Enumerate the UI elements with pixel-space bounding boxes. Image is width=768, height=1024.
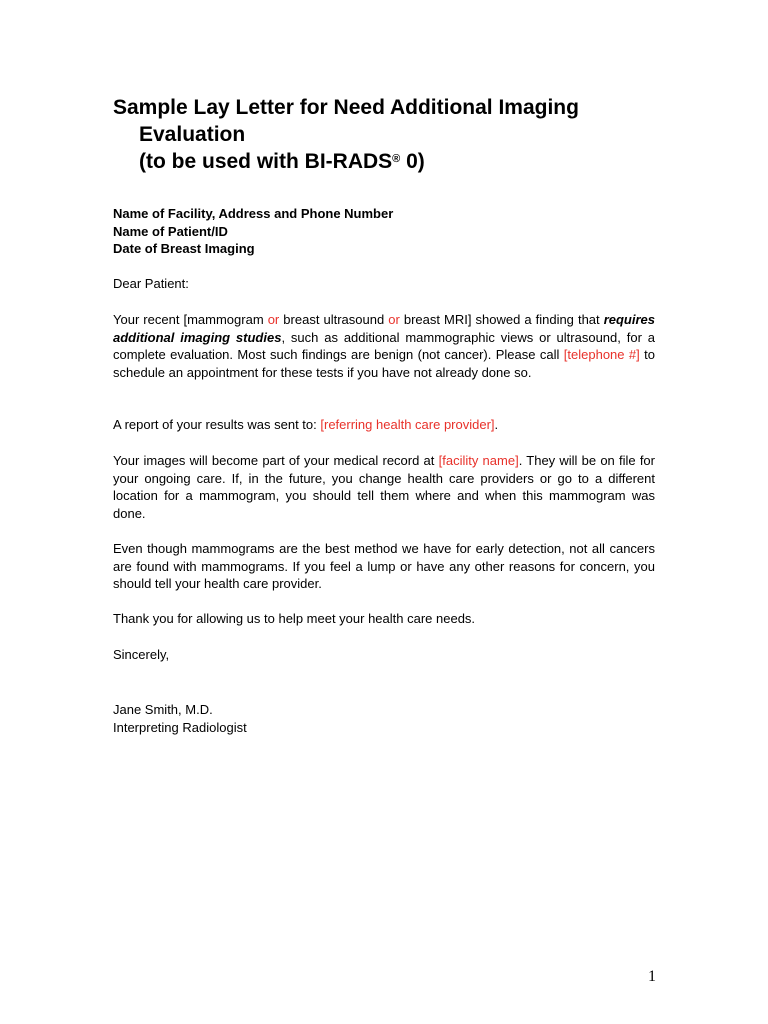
- title-line-2: Evaluation: [139, 123, 246, 146]
- placeholder-telephone: [telephone #]: [563, 347, 640, 362]
- signature-role: Interpreting Radiologist: [113, 719, 247, 735]
- paragraph-detection: Even though mammograms are the best method we have for early detection, not all cancers are found with mammograms. If you feel a lump or have any other reasons for concern, you should tell your health care provider.: [113, 541, 655, 591]
- patient-field: Name of Patient/ID: [113, 223, 228, 239]
- facility-field: Name of Facility, Address and Phone Number: [113, 206, 394, 221]
- closing: Sincerely,: [113, 647, 170, 662]
- placeholder-or: or: [388, 312, 400, 327]
- thanks-line: Thank you for allowing us to help meet your health care needs.: [113, 611, 476, 626]
- placeholder-or: or: [267, 312, 280, 327]
- registered-mark: ®: [392, 153, 401, 165]
- title-line-1: Sample Lay Letter for Need Additional Imaging: [113, 96, 579, 119]
- signature-name: Jane Smith, M.D.: [113, 702, 213, 717]
- letter-title: [113, 94, 673, 175]
- header-fields: [113, 205, 393, 258]
- page-number: 1: [648, 968, 656, 985]
- greeting: Dear Patient:: [113, 276, 189, 291]
- emphasis-text: requires additional imaging studies: [113, 312, 655, 345]
- paragraph-report: A report of your results was sent to: [referring health care provider].: [113, 417, 499, 432]
- paragraph-findings: Your recent [mammogram or breast ultrasound or breast MRI] showed a finding that requires additional imaging studies, such as additional mammographic views or ultrasound, for a complete evaluation. Most such findings are benign (not cancer). Please call [telephone #] to schedule an appointment for these tests if you have not already done so.: [113, 312, 655, 380]
- signature-block: [113, 701, 655, 736]
- paragraph-records: Your images will become part of your medical record at [facility name]. They will be on file for your ongoing care. If, in the future, you change health care providers or go to a different location for a mammogram, you should tell them where and when this mammogram was done.: [113, 453, 655, 521]
- placeholder-facility: [facility name]: [438, 453, 519, 468]
- title-line-3: (to be used with BI-RADS® 0): [139, 150, 425, 173]
- date-field: Date of Breast Imaging: [113, 241, 255, 256]
- placeholder-provider: [referring health care provider]: [320, 417, 495, 432]
